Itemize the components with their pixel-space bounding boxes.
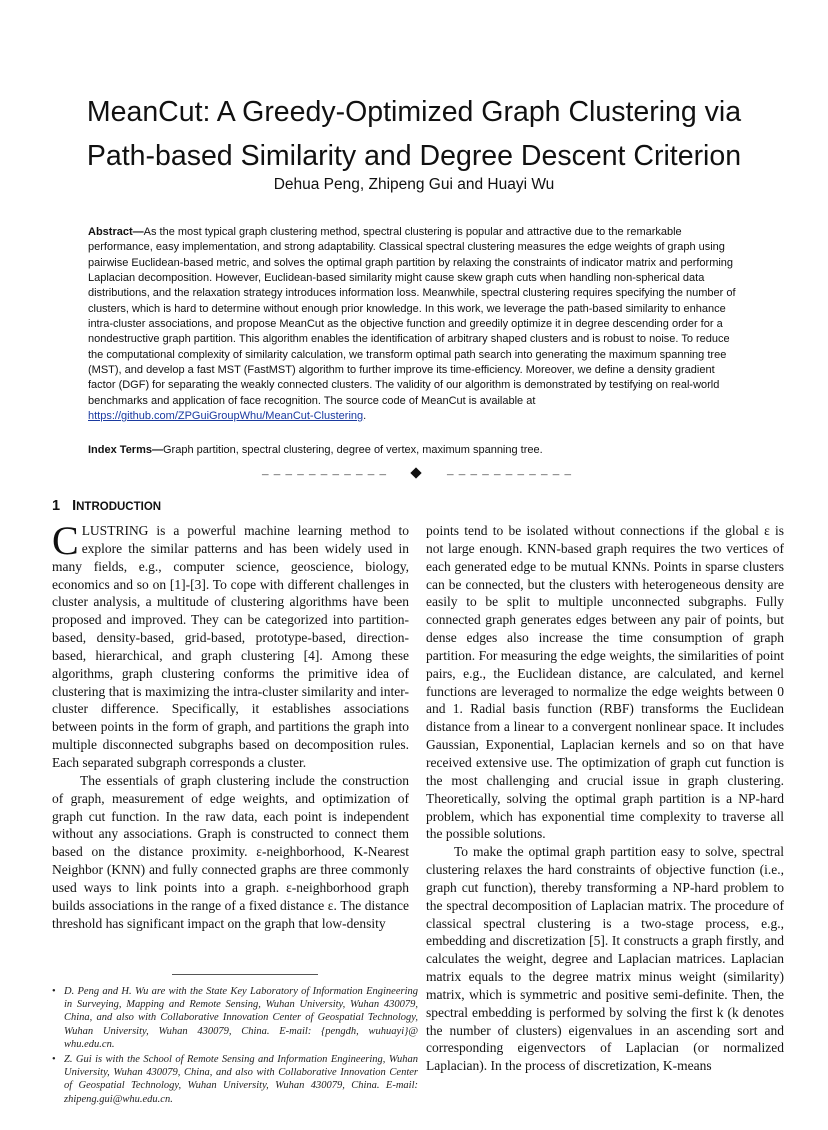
title-line-2: Path-based Similarity and Degree Descent Criterion	[86, 140, 742, 172]
index-terms-label: Index Terms—	[88, 444, 163, 456]
footnote-divider	[172, 974, 318, 975]
paper-title	[40, 90, 788, 178]
section-title-first: I	[72, 498, 77, 514]
abstract-label: Abstract—	[88, 226, 144, 238]
abstract-end: .	[363, 410, 367, 423]
paragraph: points tend to be isolated without connections if the global ε is not large enough. KNN-based graph requires the two vertices of each generated edge to be mutual KNNs. Points in sparse clusters can be connected, but the clusters with heterogeneous density are easily to be split to multiple unconnected subgraphs. Fully connected graph generates edges between any pair of points, but dense edges also increase the time consumption of graph partition. For measuring the edge weights, the similarities of point pairs, e.g., the Euclidean distance, are calculated, and kernel functions are leveraged to normalize the edge weights between 0 and 1. Radial basis function (RBF) transforms the Euclidean distance from a linear to a convergent nonlinear space. It includes Gaussian, Exponential, Laplacian kernels and so on that have received extensive use. The optimization of graph cut function is the most challenging and crucial issue in graph clustering. Theoretically, solving the optimal graph partition is a NP-hard problem, which has exponential time complexity to traverse all the possible solutions.	[426, 523, 784, 842]
section-number: 1	[52, 498, 61, 514]
paragraph: To make the optimal graph partition easy to solve, spectral clustering relaxes the hard constraints of objective function (i.e., graph cut function), thereby transforming a NP-hard problem to the spectral decomposition of Laplacian matrix. The procedure of classical spectral clustering is a two-stage process, e.g., embedding and discretization [5]. It constructs a graph firstly, and calculates the weight, degree and Laplacian matrices. Laplacian matrix equals to the degree matrix minus weight (similarity) matrix, which is symmetric and positive semi-definite. Then, the spectral embedding is performed by solving the first k (k denotes the number of clusters) eigenvalues in an ascending sort and corresponding eigenvectors of Laplacian (or normalized Laplacian). In the process of discretization, K-means	[426, 844, 784, 1074]
source-code-link[interactable]: https://github.com/ZPGuiGroupWhu/MeanCut-Clustering	[88, 410, 364, 423]
drop-cap: C	[52, 518, 79, 563]
author-list: Dehua Peng, Zhipeng Gui and Huayi Wu	[273, 176, 555, 193]
section-separator	[262, 466, 572, 482]
footnote-text: Z. Gui is with the School of Remote Sensing and Information Engineering, Wuhan University, Wuhan 430079, China, and also with Collaborative Innovation Center of Geospatial Technology, Wuhan University, Wuhan 430079, China. E-mail: zhipeng.gui@whu.edu.cn.	[64, 1054, 418, 1105]
footnote-text: D. Peng and H. Wu are with the State Key Laboratory of Information Engineering in Surveying, Mapping and Remote Sensing, Wuhan University, Wuhan 430079, China, and also with Collaborative Innovation Center of Geospatial Technology, Wuhan University, Wuhan 430079, China. E-mail: {pengdh, wuhuayi}@ whu.edu.cn.	[64, 986, 418, 1050]
diamond-icon	[410, 467, 421, 478]
section-title-rest: NTRODUCTION	[76, 501, 162, 513]
separator-dashes-right: – – – – – – – – – – –	[447, 466, 572, 481]
footnote	[52, 985, 418, 1051]
abstract-text: As the most typical graph clustering method, spectral clustering is popular and attractive due to the remarkable performance, easy implementation, and strong adaptability. Classical spectral clustering measures the edge weights of graph using pairwise Euclidean-based metric, and solves the optimal graph partition by relaxing the constraints of indicator matrix and performing Laplacian decomposition. However, Euclidean-based similarity might cause skew graph cuts when handling non-spherical data distributions, and the relaxation strategy introduces information loss. Meanwhile, spectral clustering requires specifying the number of clusters, which is hard to determine without enough prior knowledge. In this work, we leverage the path-based similarity to enhance intra-cluster associations, and propose MeanCut as the objective function and greedily optimize it in degree descending order for a nondestructive graph partition. This algorithm enables the identification of arbitrary shaped clusters and is robust to noise. To reduce the computational complexity of similarity calculation, we transform optimal path search into generating the maximum spanning tree (MST), and develop a fast MST (FastMST) algorithm to further improve its time-efficiency. Moreover, we define a density gradient factor (DGF) for separating the weakly connected clusters. The validity of our algorithm is demonstrated by testifying on real-world benchmarks and application of face recognition. The source code of MeanCut is available at	[88, 226, 736, 407]
right-column	[426, 522, 784, 1075]
left-column	[52, 518, 409, 932]
section-heading	[52, 498, 161, 514]
bullet-icon: •	[52, 1054, 56, 1066]
index-terms-text: Graph partition, spectral clustering, degree of vertex, maximum spanning tree.	[163, 444, 543, 456]
footnotes	[52, 985, 418, 1108]
abstract	[88, 225, 745, 424]
separator-dashes-left: – – – – – – – – – – –	[262, 466, 387, 481]
title-line-1: MeanCut: A Greedy-Optimized Graph Clustering via	[86, 96, 742, 128]
paragraph-text: LUSTRING is a powerful machine learning method to explore the similar patterns and has been widely used in many fields, e.g., computer science, geoscience, biology, economics and so on [1]-[3]. To cope with different challenges in cluster analysis, a multitude of clustering algorithms have been proposed and improved. They can be categorized into partition-based, density-based, grid-based, prototype-based, direction-based, hierarchical, and graph clustering [4]. Among these algorithms, graph clustering conforms the primitive idea of clustering that is maximizing the intra-cluster similarity and inter-cluster difference. Specifically, it establishes associations between points in the form of graph, and partitions the graph into multiple disconnected subgraphs based on decomposition rules. Each separated subgraph corresponds a cluster.	[52, 523, 409, 770]
paragraph	[52, 518, 409, 772]
footnote	[52, 1053, 418, 1106]
paragraph: The essentials of graph clustering include the construction of graph, measurement of edge weights, and optimization of graph cut function. In the raw data, each point is independent without any associations. Graph is constructed to connect them based on the distance proximity. ε-neighborhood, K-Nearest Neighbor (KNN) and fully connected graphs are three commonly used ways to link points into a graph. ε-neighborhood graph builds associations in the range of a fixed distance ε. The distance threshold has significant impact on the graph that low-density	[52, 772, 409, 931]
index-terms	[88, 443, 745, 458]
bullet-icon: •	[52, 986, 56, 997]
